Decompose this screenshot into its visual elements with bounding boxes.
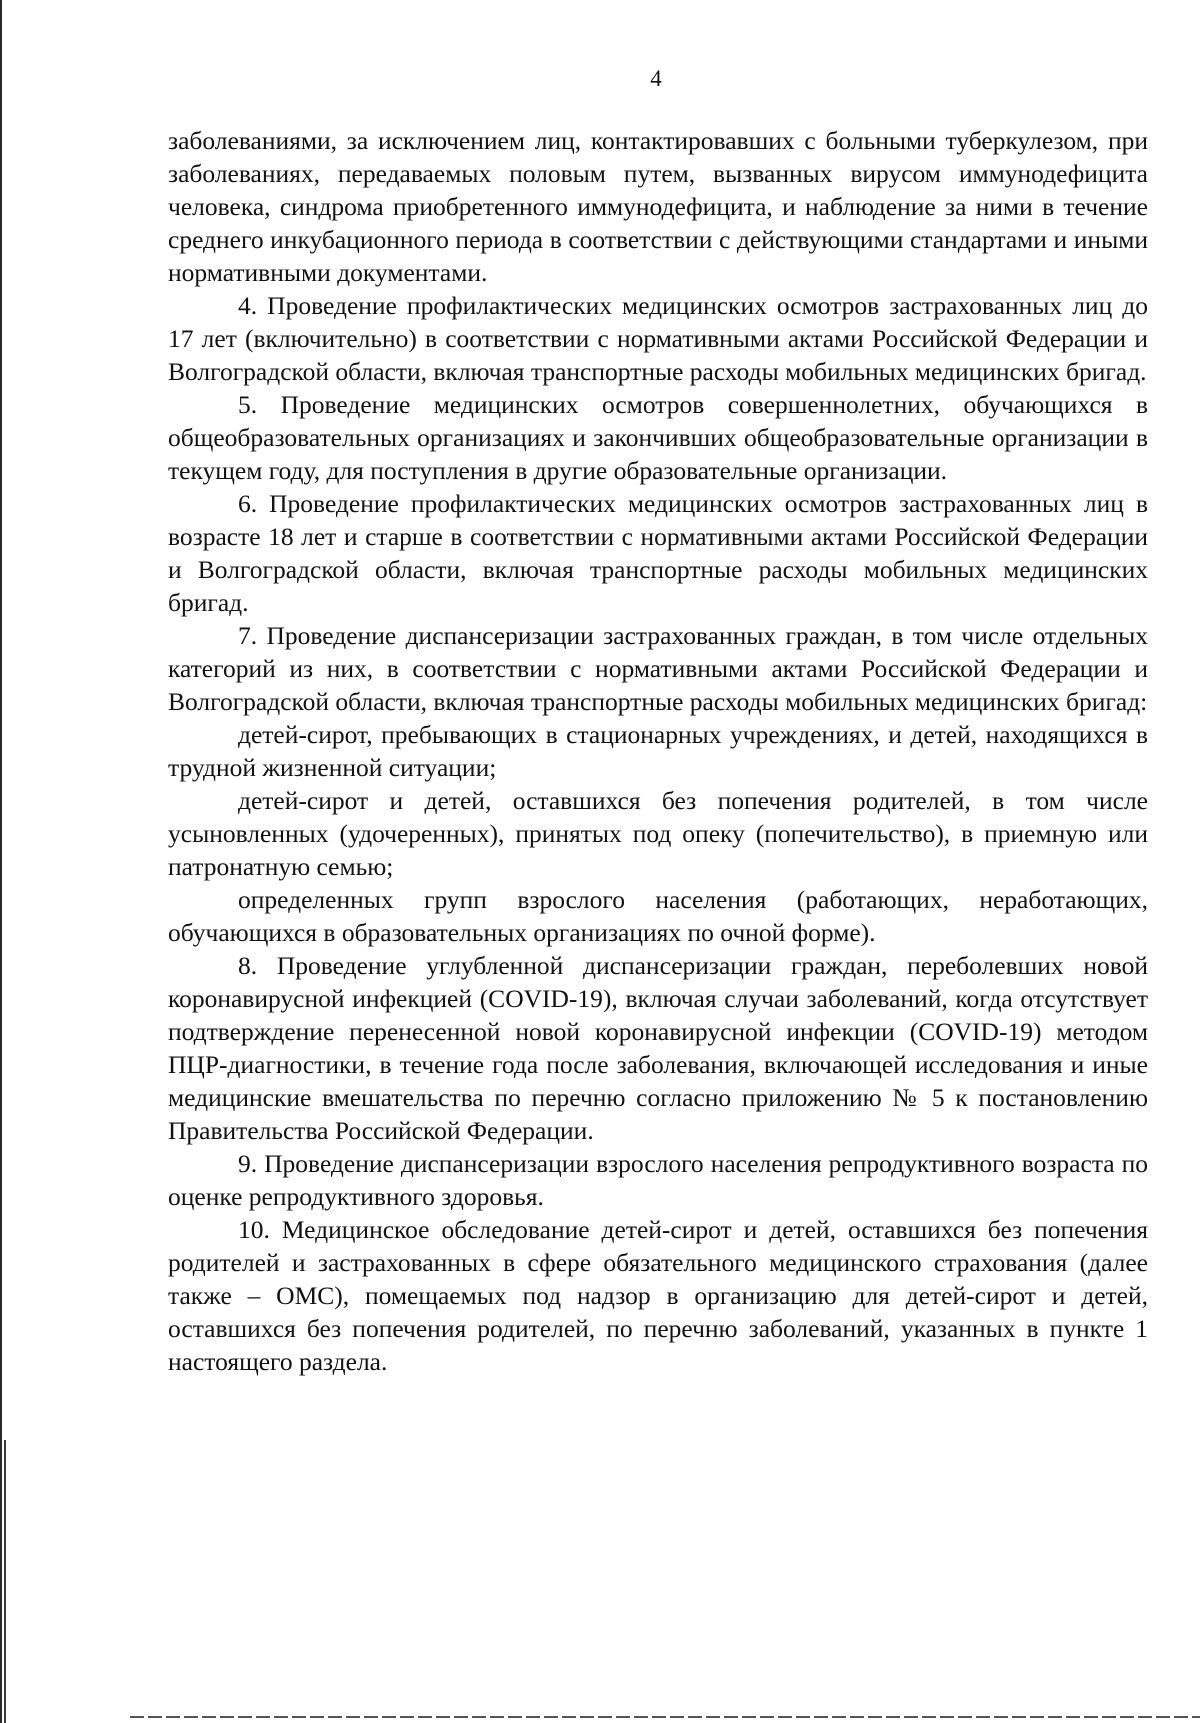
- paragraph-item-10: 10. Медицинское обследование детей-сирот и детей, оставшихся без попечения родителей и застрахованных в сфере обязательного медицинского страхования (далее также – ОМС), помещаемых под надзор в организацию для детей-сирот и детей, оставшихся без попечения родителей, по перечню заболеваний, указанных в пункте 1 настоящего раздела.: [168, 1215, 1148, 1376]
- scan-edge-left: [0, 0, 2, 1723]
- scan-edge-left-lower: [4, 1440, 6, 1723]
- paragraph-item-7-sub-1: детей-сирот, пребывающих в стационарных учреждениях, и детей, находящихся в трудной жизненной ситуации;: [168, 720, 1148, 782]
- paragraph-item-4: 4. Проведение профилактических медицинских осмотров застрахованных лиц до 17 лет (включительно) в соответствии с нормативными актами Российской Федерации и Волгоградской области, включая транспортные расходы мобильных медицинских бригад.: [168, 291, 1148, 386]
- page-number: 4: [650, 66, 662, 91]
- paragraph-item-7-sub-2: детей-сирот и детей, оставшихся без попечения родителей, в том числе усыновленных (удочеренных), принятых под опеку (попечительство), в приемную или патронатную семью;: [168, 786, 1148, 881]
- paragraph-continuation: заболеваниями, за исключением лиц, контактировавших с больными туберкулезом, при заболеваниях, передаваемых половым путем, вызванных вирусом иммунодефицита человека, синдрома приобретенного иммунодефицита, и наблюдение за ними в течение среднего инкубационного периода в соответствии с действующими стандартами и иными нормативными документами.: [168, 126, 1148, 287]
- paragraph-item-5: 5. Проведение медицинских осмотров совершеннолетних, обучающихся в общеобразовательных организациях и закончивших общеобразовательные организации в текущем году, для поступления в другие образовательные организации.: [168, 390, 1148, 485]
- scan-edge-bottom: [130, 1716, 1200, 1718]
- paragraph-item-6: 6. Проведение профилактических медицинских осмотров застрахованных лиц в возрасте 18 лет и старше в соответствии с нормативными актами Российской Федерации и Волгоградской области, включая транспортные расходы мобильных медицинских бригад.: [168, 489, 1148, 617]
- paragraph-item-7-sub-3: определенных групп взрослого населения (работающих, неработающих, обучающихся в образовательных организациях по очной форме).: [168, 885, 1148, 947]
- paragraph-item-7: 7. Проведение диспансеризации застрахованных граждан, в том числе отдельных категорий из них, в соответствии с нормативными актами Российской Федерации и Волгоградской области, включая транспортные расходы мобильных медицинских бригад:: [168, 621, 1148, 716]
- paragraph-item-9: 9. Проведение диспансеризации взрослого населения репродуктивного возраста по оценке репродуктивного здоровья.: [168, 1149, 1148, 1211]
- paragraph-item-8: 8. Проведение углубленной диспансеризации граждан, переболевших новой коронавирусной инфекцией (COVID-19), включая случаи заболеваний, когда отсутствует подтверждение перенесенной новой коронавирусной инфекции (COVID-19) методом ПЦР-диагностики, в течение года после заболевания, включающей исследования и иные медицинские вмешательства по перечню согласно приложению № 5 к постановлению Правительства Российской Федерации.: [168, 951, 1148, 1145]
- document-body: [168, 124, 1148, 1378]
